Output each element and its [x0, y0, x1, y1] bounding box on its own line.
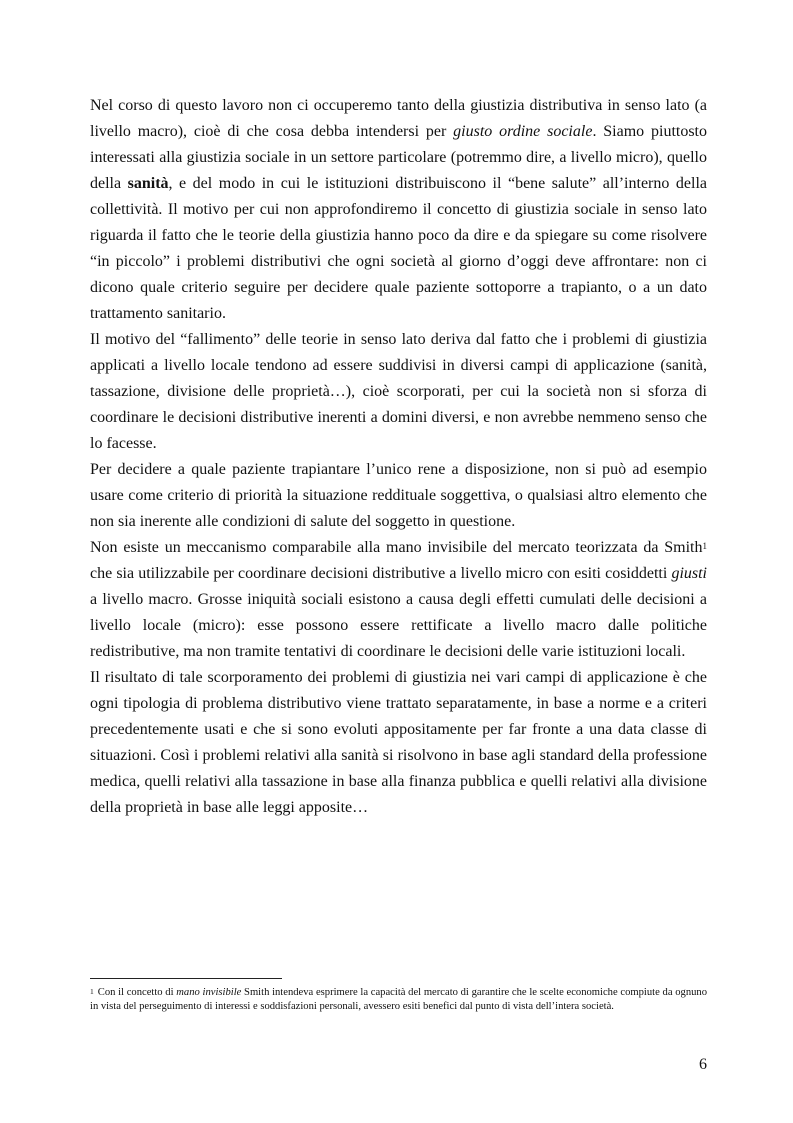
italic-phrase: giusti [671, 565, 707, 582]
paragraph-text: che sia utilizzabile per coordinare decisioni distributive a livello micro con esiti cosiddetti [90, 565, 672, 582]
paragraph-1 [90, 93, 707, 327]
footnote-text: Con il concetto di [97, 987, 177, 998]
footnote-divider [90, 978, 282, 979]
body-text [90, 93, 707, 821]
paragraph-2: Il motivo del “fallimento” delle teorie in senso lato deriva dal fatto che i problemi di giustizia applicati a livello locale tendono ad essere suddivisi in diversi campi di applicazione (sanità, tassazione, divisione delle proprietà…), cioè scorporati, per cui la società non si sforza di coordinare le decisioni distributive inerenti a domini diversi, e non avrebbe nemmeno senso che lo facesse. [90, 331, 707, 452]
paragraph-3: Per decidere a quale paziente trapiantare l’unico rene a disposizione, non si può ad esempio usare come criterio di priorità la situazione reddituale soggettiva, o qualsiasi altro elemento che non sia inerente alle condizioni di salute del soggetto in questione. [90, 461, 707, 530]
paragraph-5: Il risultato di tale scorporamento dei problemi di giustizia nei vari campi di applicazione è che ogni tipologia di problema distributivo viene trattato separatamente, in base a norme e a criteri precedentemente usati e che si sono evoluti appositamente per far fronte a una data classe di situazioni. Così i problemi relativi alla sanità si risolvono in base agli standard della professione medica, quelli relativi alla tassazione in base alla finanza pubblica e quelli relativi alla divisione della proprietà in base alle leggi apposite… [90, 669, 707, 816]
bold-term: sanità [127, 175, 169, 192]
footnote-reference[interactable]: 1 [702, 541, 707, 551]
paragraph-4 [90, 535, 707, 665]
footnote-mark: 1 [90, 987, 94, 996]
footnote-italic: mano invisibile [176, 987, 242, 998]
paragraph-text: a livello macro. Grosse iniquità sociali esistono a causa degli effetti cumulati delle decisioni a livello locale (micro): esse possono essere rettificate a livello macro dalle politiche redistributive, ma non tramite tentativi di coordinare le decisioni delle varie istituzioni locali. [90, 591, 707, 660]
paragraph-text: Nel corso di questo lavoro non ci occuperemo tanto della giustizia distributiva in senso lato (a livello macro), cioè di che cosa debba intendersi per [90, 97, 707, 140]
page-number: 6 [699, 1056, 707, 1073]
italic-phrase: giusto ordine sociale [453, 123, 593, 140]
footnote-text: Smith intendeva esprimere la capacità del mercato di garantire che le scelte economiche compiute da ognuno in vista del perseguimento di interessi e soddisfazioni personali, avessero esiti benefici dal punto di vista dell’intera società. [90, 987, 708, 1012]
paragraph-text: . Siamo piuttosto interessati alla giustizia sociale in un settore particolare (potremmo dire, a livello micro), quello della [90, 123, 708, 192]
paragraph-text: Non esiste un meccanismo comparabile alla mano invisibile del mercato teorizzata da Smith [90, 539, 703, 556]
footnote [90, 986, 707, 1014]
paragraph-text: , e del modo in cui le istituzioni distribuiscono il “bene salute” all’interno della collettività. Il motivo per cui non approfondiremo il concetto di giustizia sociale in senso lato riguarda il fatto che le teorie della giustizia hanno poco da dire e da spiegare su come risolvere “in piccolo” i problemi distributivi che ogni società al giorno d’oggi deve affrontare: non ci dicono quale criterio seguire per decidere quale paziente sottoporre a trapianto, o a un dato trattamento sanitario. [90, 175, 707, 322]
